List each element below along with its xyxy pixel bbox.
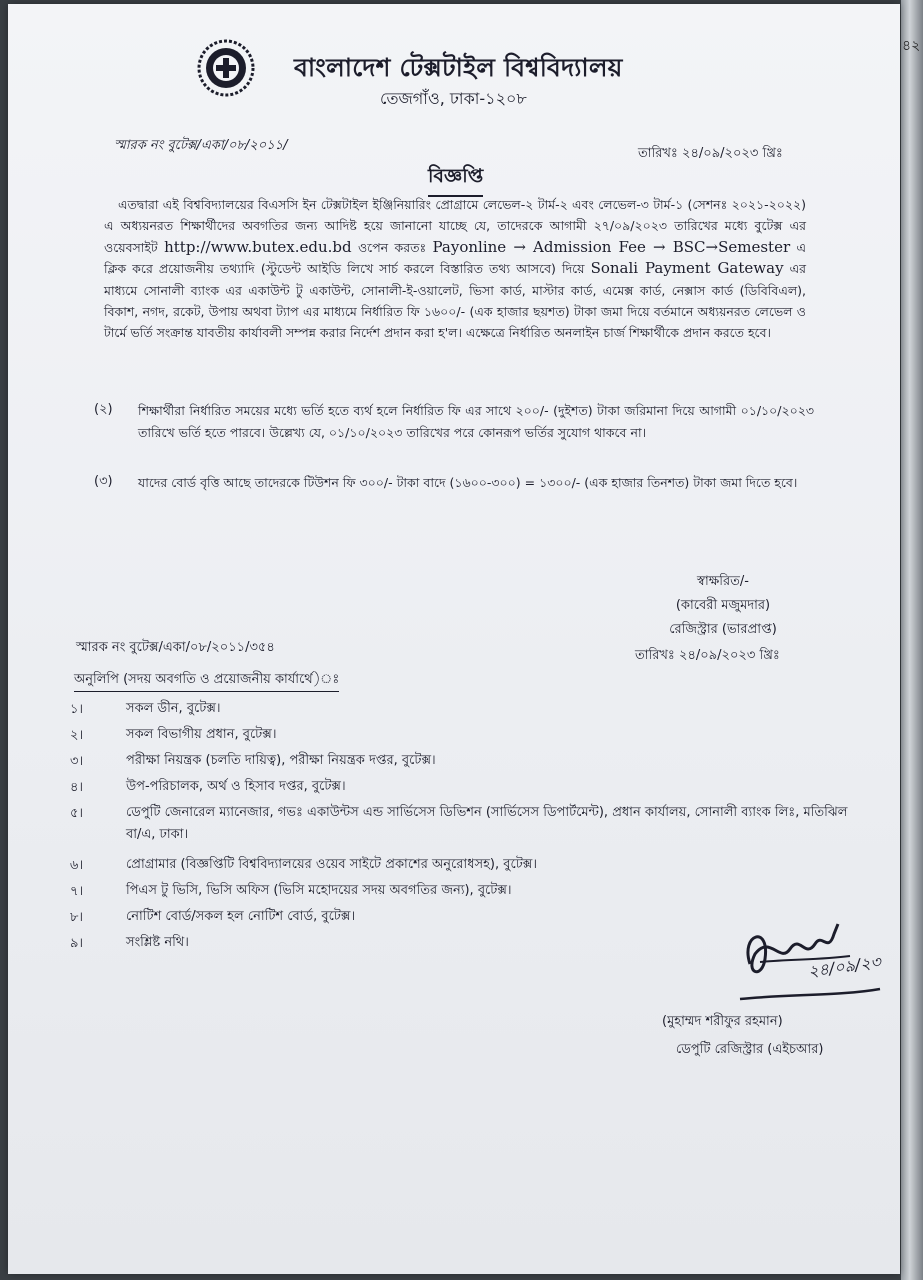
copy-item-text: সকল বিভাগীয় প্রধান, বুটেক্স। — [126, 727, 277, 742]
memo-date: তারিখঃ ২৪/০৯/২০২৩ খ্রিঃ — [638, 146, 783, 161]
copy-item-number: ৩। — [70, 754, 84, 769]
university-name: বাংলাদেশ টেক্সটাইল বিশ্ববিদ্যালয় — [294, 53, 623, 82]
corner-page-mark: ৪২ — [902, 38, 921, 54]
item-number: (২) — [94, 402, 113, 417]
paragraph-text: এ ক্লিক করে প্রয়োজনীয় তথ্যাদি (স্টুডেন্ট আইডি লিখে সার্চ করলে বিস্তারিত তথ্য আসবে) দিয়ে — [104, 239, 806, 277]
payment-gateway: Sonali Payment Gateway — [590, 259, 784, 278]
copy-item-number: ৭। — [70, 884, 84, 899]
copy-list — [8, 4, 900, 1274]
copy-item-text: উপ-পরিচালক, অর্থ ও হিসাব দপ্তর, বুটেক্স। — [126, 779, 346, 794]
paragraph-text: ওপেন করতঃ — [351, 239, 433, 255]
signature-date: ২৪/০৯/২৩ — [806, 952, 882, 982]
copy-item-number: ৬। — [70, 858, 84, 873]
copy-item-text: সকল ডীন, বুটেক্স। — [126, 701, 221, 716]
copy-heading: অনুলিপি (সদয় অবগতি ও প্রয়োজনীয় কার্যার্থে)ঃ — [74, 670, 339, 692]
registrar-designation: রেজিস্ট্রার (ভারপ্রাপ্ত) — [669, 622, 777, 637]
memo-number: স্মারক নং বুটেক্স/একা/০৮/২০১১/ — [114, 138, 288, 153]
copy-item-number: ৯। — [70, 936, 84, 951]
copy-item-text: নোটিশ বোর্ড/সকল হল নোটিশ বোর্ড, বুটেক্স। — [126, 909, 356, 924]
copy-item-number: ৮। — [70, 910, 84, 925]
registrar-name: (কাবেরী মজুমদার) — [675, 598, 771, 613]
paragraph-text: এর মাধ্যমে সোনালী ব্যাংক এর একাউন্ট টু একাউন্ট, সোনালী-ই-ওয়ালেট, ভিসা কার্ড, মাস্টার কার্ড, এমেক্স কার্ড, নেক্সাস কার্ড (ডিবিবিএল), বিকাশ, নগদ, রকেট, উপায় অথবা ট্যাপ এর মাধ্যমে নির্ধারিত ফি ১৬০০/- (এক হাজার ছয়শত) টাকা জমা দিয়ে বর্তমানে অধ্যয়নরত লেভেল ও টার্মে ভর্তি সংক্রান্ত যাবতীয় কার্যাবলী সম্পন্ন করার নির্দেশ প্রদান করা হ'ল। এক্ষেত্রে নির্ধারিত অনলাইন চার্জ শিক্ষার্থীকে প্রদান করতে হবে। — [104, 261, 807, 341]
deputy-registrar-designation: ডেপুটি রেজিস্ট্রার (এইচআর) — [676, 1042, 824, 1057]
copy-item-number: ২। — [70, 728, 84, 743]
copy-item-number: ৪। — [70, 780, 84, 795]
item-number: (৩) — [94, 474, 113, 489]
background-edge — [901, 0, 923, 1280]
copy-item-number: ১। — [70, 702, 84, 717]
memo-date-bottom: তারিখঃ ২৪/০৯/২০২৩ খ্রিঃ — [635, 648, 780, 663]
notice-title: বিজ্ঞপ্তি — [428, 162, 483, 197]
payment-path: Payonline → Admission Fee → BSC→Semester — [432, 237, 791, 256]
university-address: তেজগাঁও, ঢাকা-১২০৮ — [380, 89, 527, 108]
paragraph-text: এতদ্বারা এই বিশ্ববিদ্যালয়ের বিএসসি ইন টেক্সটাইল ইঞ্জিনিয়ারিং প্রোগ্রামে লেভেল-২ টার্ম-২ এবং লেভেল-৩ টার্ম-১ (সেশনঃ ২০২১-২০২২) এ অধ্যয়নরত শিক্ষার্থীদের অবগতির জন্য আদিষ্ট হয়ে জানানো যাচ্ছে যে, তাদেরকে আগামী ২৭/০৯/২০২৩ তারিখের মধ্যে বুটেক্স এর ওয়েবসাইট — [104, 197, 806, 255]
copy-item-text: পরীক্ষা নিয়ন্ত্রক (চলতি দায়িত্ব), পরীক্ষা নিয়ন্ত্রক দপ্তর, বুটেক্স। — [126, 753, 436, 768]
notice-document — [8, 4, 921, 1274]
item-text: শিক্ষার্থীরা নির্ধারিত সময়ের মধ্যে ভর্তি হতে ব্যর্থ হলে নির্ধারিত ফি এর সাথে ২০০/- (দুইশত) টাকা জরিমানা দিয়ে আগামী ০১/১০/২০২৩ তারিখে ভর্তি হতে পারবে। উল্লেখ্য যে, ০১/১০/২০২৩ তারিখের পরে কোনরূপ ভর্তির সুযোগ থাকবে না। — [138, 403, 814, 440]
website-url: http://www.butex.edu.bd — [164, 237, 352, 256]
signed-label: স্বাক্ষরিত/- — [697, 574, 749, 589]
memo-number-bottom: স্মারক নং বুটেক্স/একা/০৮/২০১১/৩৫৪ — [76, 640, 275, 655]
deputy-registrar-name: (মুহাম্মদ শরীফুর রহমান) — [662, 1014, 783, 1029]
copy-item-text: ডেপুটি জেনারেল ম্যানেজার, গভঃ একাউন্টস এন্ড সার্ভিসেস ডিভিশন (সার্ভিসেস ডিপার্টমেন্ট), প্রধান কার্যালয়, সোনালী ব্যাংক লিঃ, মতিঝিল বা/এ, ঢাকা। — [126, 805, 848, 842]
item-text: যাদের বোর্ড বৃত্তি আছে তাদেরকে টিউশন ফি ৩০০/- টাকা বাদে (১৬০০-৩০০) = ১৩০০/- (এক হাজার তিনশত) টাকা জমা দিতে হবে। — [138, 475, 798, 490]
copy-item-text: প্রোগ্রামার (বিজ্ঞপ্তিটি বিশ্ববিদ্যালয়ের ওয়েব সাইটে প্রকাশের অনুরোধসহ), বুটেক্স। — [126, 857, 537, 872]
copy-item-text: পিএস টু ভিসি, ভিসি অফিস (ভিসি মহোদয়ের সদয় অবগতির জন্য), বুটেক্স। — [126, 883, 512, 898]
copy-item-number: ৫। — [70, 806, 84, 821]
copy-item-text: সংশ্লিষ্ট নথি। — [126, 935, 189, 950]
